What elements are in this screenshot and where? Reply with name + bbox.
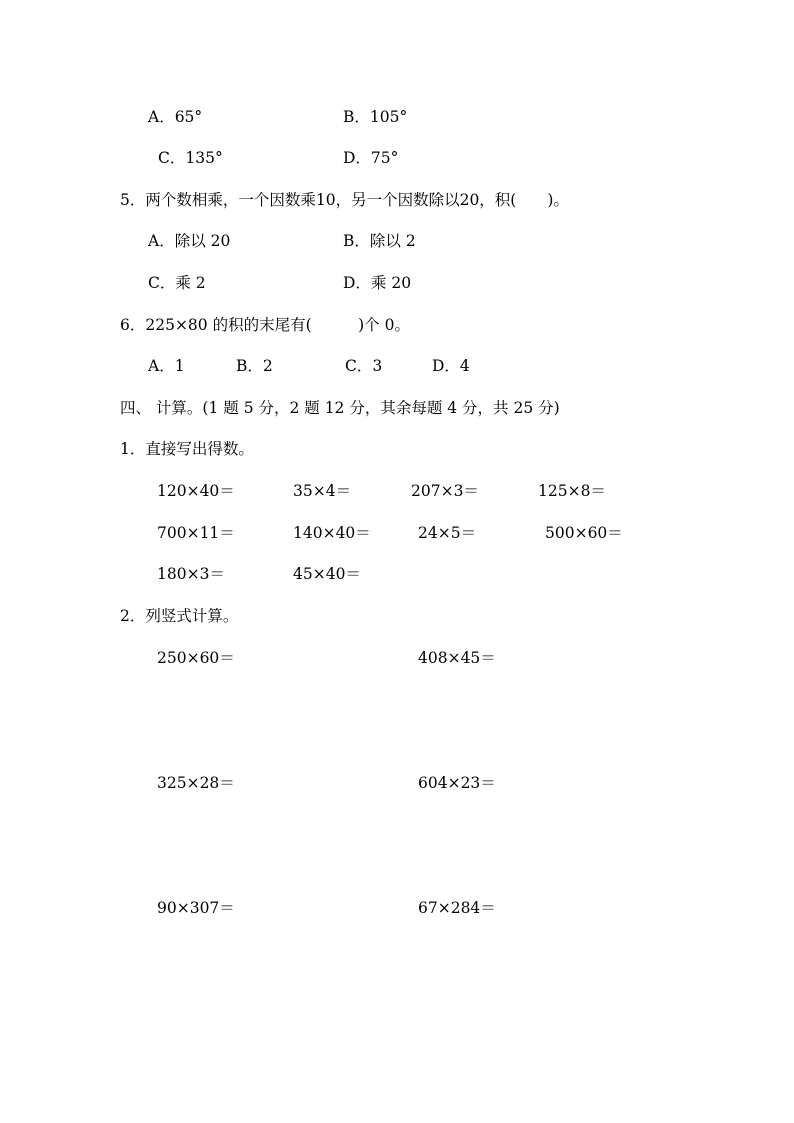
- q4-option-a[interactable]: A．65°: [148, 108, 203, 126]
- vertical-calc-item: 325×28＝: [157, 774, 235, 792]
- section4-part1-stem: 1．直接写出得数。: [120, 440, 254, 458]
- section4-title: 四、 计算。(1 题 5 分，2 题 12 分，其余每题 4 分，共 25 分): [120, 399, 560, 417]
- calc-item: 207×3＝: [411, 482, 479, 500]
- calc-item: 45×40＝: [293, 565, 361, 583]
- calc-item: 700×11＝: [157, 524, 235, 542]
- calc-item: 180×3＝: [157, 565, 225, 583]
- vertical-calc-item: 90×307＝: [157, 899, 235, 917]
- calc-item: 35×4＝: [293, 482, 352, 500]
- calc-item: 24×5＝: [418, 524, 477, 542]
- calc-item: 120×40＝: [157, 482, 235, 500]
- vertical-calc-item: 67×284＝: [418, 899, 496, 917]
- q4-option-c[interactable]: C．135°: [158, 149, 223, 167]
- q6-option-d[interactable]: D．4: [432, 357, 470, 375]
- vertical-calc-item: 408×45＝: [418, 649, 496, 667]
- q5-stem: 5．两个数相乘，一个因数乘10，另一个因数除以20，积( )。: [120, 191, 569, 209]
- vertical-calc-item: 604×23＝: [418, 774, 496, 792]
- section4-part2-stem: 2．列竖式计算。: [120, 607, 239, 625]
- q5-option-d[interactable]: D．乘 20: [343, 274, 412, 292]
- q6-option-a[interactable]: A．1: [148, 357, 185, 375]
- q5-option-a[interactable]: A．除以 20: [148, 232, 231, 250]
- q6-option-b[interactable]: B．2: [236, 357, 273, 375]
- calc-item: 140×40＝: [293, 524, 371, 542]
- q4-option-d[interactable]: D．75°: [343, 149, 399, 167]
- q5-option-b[interactable]: B．除以 2: [343, 232, 416, 250]
- calc-item: 500×60＝: [545, 524, 623, 542]
- q5-option-c[interactable]: C．乘 2: [148, 274, 206, 292]
- q4-option-b[interactable]: B．105°: [343, 108, 408, 126]
- calc-item: 125×8＝: [538, 482, 606, 500]
- q6-stem: 6．225×80 的积的末尾有( )个 0。: [120, 316, 410, 334]
- q6-option-c[interactable]: C．3: [345, 357, 383, 375]
- vertical-calc-item: 250×60＝: [157, 649, 235, 667]
